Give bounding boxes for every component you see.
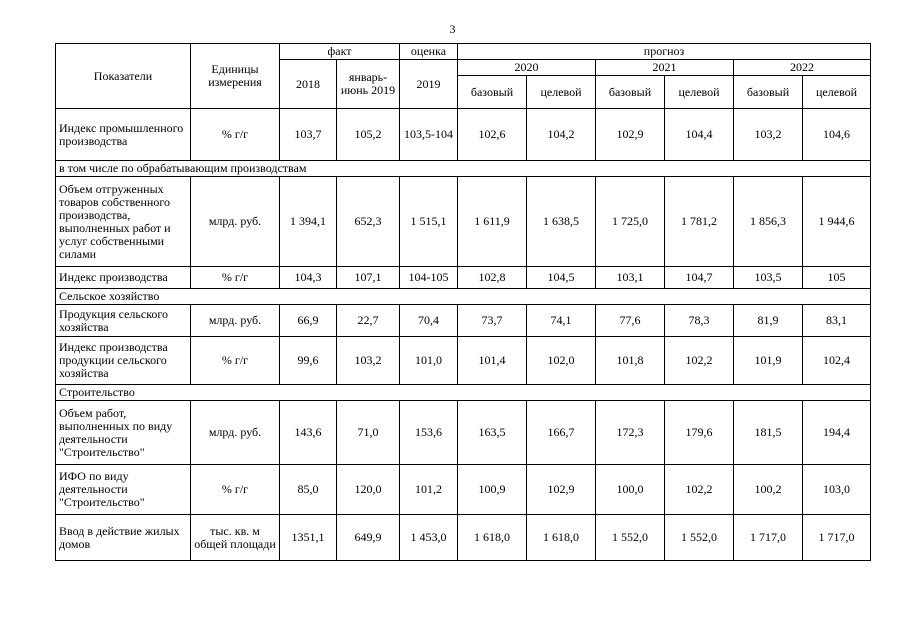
table-row (56, 337, 871, 385)
value-cell: 102,6 (458, 109, 527, 161)
value-cell: 1 611,9 (458, 177, 527, 267)
value-cell: 66,9 (280, 305, 337, 337)
value-cell: 153,6 (400, 401, 458, 465)
value-cell: 107,1 (337, 267, 400, 289)
table-row (56, 465, 871, 515)
value-cell: 78,3 (665, 305, 734, 337)
header-jan-jun-2019: январь-июнь 2019 (337, 60, 400, 109)
table-row (56, 267, 871, 289)
value-cell: 1 394,1 (280, 177, 337, 267)
page-number: 3 (449, 22, 456, 36)
header-base: базовый (596, 76, 665, 109)
value-cell: 1 638,5 (527, 177, 596, 267)
indicator-name: Ввод в действие жилых домов (56, 515, 191, 561)
value-cell: 103,0 (803, 465, 871, 515)
value-cell: 70,4 (400, 305, 458, 337)
value-cell: 100,2 (734, 465, 803, 515)
value-cell: 104,6 (803, 109, 871, 161)
value-cell: 102,8 (458, 267, 527, 289)
value-cell: 73,7 (458, 305, 527, 337)
header-year-2022: 2022 (734, 60, 871, 76)
value-cell: 652,3 (337, 177, 400, 267)
value-cell: 104,3 (280, 267, 337, 289)
table-row (56, 177, 871, 267)
value-cell: 1 781,2 (665, 177, 734, 267)
value-cell: 74,1 (527, 305, 596, 337)
unit-cell: млрд. руб. (191, 177, 280, 267)
header-units: Единицы измерения (191, 44, 280, 109)
value-cell: 1 717,0 (734, 515, 803, 561)
value-cell: 1 725,0 (596, 177, 665, 267)
header-target: целевой (665, 76, 734, 109)
header-year-2020: 2020 (458, 60, 596, 76)
value-cell: 100,9 (458, 465, 527, 515)
value-cell: 104,4 (665, 109, 734, 161)
value-cell: 99,6 (280, 337, 337, 385)
value-cell: 181,5 (734, 401, 803, 465)
indicator-name: Продукция сельского хозяйства (56, 305, 191, 337)
value-cell: 120,0 (337, 465, 400, 515)
value-cell: 105 (803, 267, 871, 289)
value-cell: 102,2 (665, 465, 734, 515)
unit-cell: млрд. руб. (191, 401, 280, 465)
section-row (56, 289, 871, 305)
value-cell: 194,4 (803, 401, 871, 465)
value-cell: 1 552,0 (596, 515, 665, 561)
table-row (56, 401, 871, 465)
indicator-name: Индекс промышленного производства (56, 109, 191, 161)
value-cell: 102,4 (803, 337, 871, 385)
value-cell: 81,9 (734, 305, 803, 337)
value-cell: 101,0 (400, 337, 458, 385)
value-cell: 1 944,6 (803, 177, 871, 267)
value-cell: 83,1 (803, 305, 871, 337)
header-year-2021: 2021 (596, 60, 734, 76)
unit-cell: % г/г (191, 465, 280, 515)
indicator-name: ИФО по виду деятельности "Строительство" (56, 465, 191, 515)
value-cell: 22,7 (337, 305, 400, 337)
section-row (56, 385, 871, 401)
value-cell: 1351,1 (280, 515, 337, 561)
header-target: целевой (527, 76, 596, 109)
header-year-2018: 2018 (280, 60, 337, 109)
value-cell: 1 618,0 (527, 515, 596, 561)
value-cell: 649,9 (337, 515, 400, 561)
value-cell: 102,0 (527, 337, 596, 385)
value-cell: 166,7 (527, 401, 596, 465)
value-cell: 102,2 (665, 337, 734, 385)
value-cell: 104-105 (400, 267, 458, 289)
indicator-name: Объем отгруженных товаров собственного производства, выполненных работ и услуг собственными силами (56, 177, 191, 267)
value-cell: 104,5 (527, 267, 596, 289)
value-cell: 100,0 (596, 465, 665, 515)
header-forecast: прогноз (458, 44, 871, 60)
value-cell: 179,6 (665, 401, 734, 465)
table-row (56, 109, 871, 161)
header-target: целевой (803, 76, 871, 109)
value-cell: 103,1 (596, 267, 665, 289)
table-row (56, 305, 871, 337)
value-cell: 101,8 (596, 337, 665, 385)
value-cell: 172,3 (596, 401, 665, 465)
value-cell: 1 515,1 (400, 177, 458, 267)
header-year-2019: 2019 (400, 60, 458, 109)
section-title: в том числе по обрабатывающим производствам (56, 161, 871, 177)
table-row (56, 515, 871, 561)
value-cell: 1 552,0 (665, 515, 734, 561)
section-title: Сельское хозяйство (56, 289, 871, 305)
value-cell: 1 717,0 (803, 515, 871, 561)
value-cell: 103,5 (734, 267, 803, 289)
section-title: Строительство (56, 385, 871, 401)
value-cell: 101,2 (400, 465, 458, 515)
indicator-name: Индекс производства продукции сельского хозяйства (56, 337, 191, 385)
header-estimate: оценка (400, 44, 458, 60)
value-cell: 104,7 (665, 267, 734, 289)
forecast-table (55, 43, 871, 561)
value-cell: 85,0 (280, 465, 337, 515)
header-indicator: Показатели (56, 44, 191, 109)
value-cell: 1 856,3 (734, 177, 803, 267)
value-cell: 1 453,0 (400, 515, 458, 561)
header-fact: факт (280, 44, 400, 60)
value-cell: 105,2 (337, 109, 400, 161)
unit-cell: млрд. руб. (191, 305, 280, 337)
value-cell: 102,9 (596, 109, 665, 161)
value-cell: 102,9 (527, 465, 596, 515)
unit-cell: % г/г (191, 109, 280, 161)
value-cell: 104,2 (527, 109, 596, 161)
header-base: базовый (458, 76, 527, 109)
value-cell: 77,6 (596, 305, 665, 337)
value-cell: 71,0 (337, 401, 400, 465)
header-row (56, 44, 871, 60)
value-cell: 103,7 (280, 109, 337, 161)
unit-cell: тыс. кв. м общей площади (191, 515, 280, 561)
value-cell: 101,4 (458, 337, 527, 385)
value-cell: 101,9 (734, 337, 803, 385)
header-base: базовый (734, 76, 803, 109)
unit-cell: % г/г (191, 337, 280, 385)
value-cell: 103,2 (734, 109, 803, 161)
indicator-name: Объем работ, выполненных по виду деятельности "Строительство" (56, 401, 191, 465)
indicator-name: Индекс производства (56, 267, 191, 289)
unit-cell: % г/г (191, 267, 280, 289)
value-cell: 1 618,0 (458, 515, 527, 561)
value-cell: 143,6 (280, 401, 337, 465)
table-body (56, 44, 871, 561)
section-row (56, 161, 871, 177)
value-cell: 103,2 (337, 337, 400, 385)
value-cell: 103,5-104 (400, 109, 458, 161)
value-cell: 163,5 (458, 401, 527, 465)
